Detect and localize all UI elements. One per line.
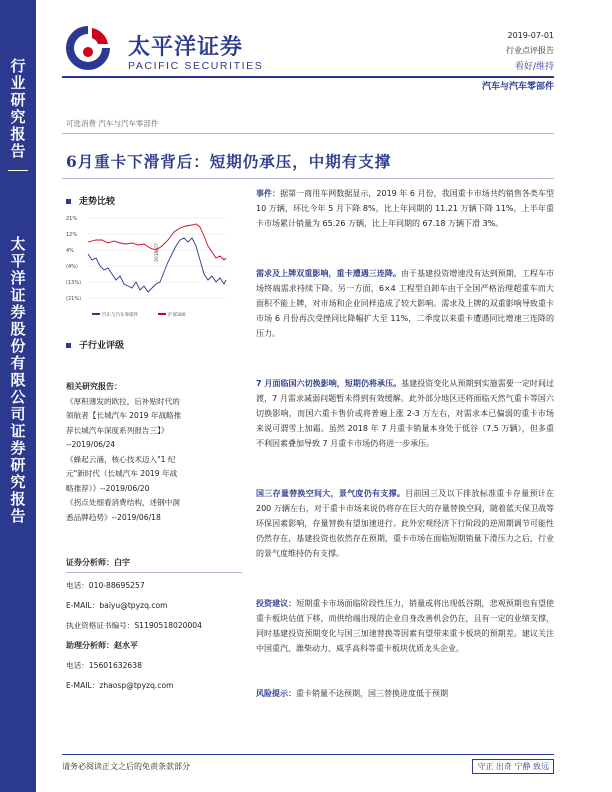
para-lead: 7 月面临国六切换影响，短期仍将承压。: [256, 379, 402, 388]
related-line: 荐长城汽车深度系列报告三】》: [66, 425, 169, 435]
legend-label: 汽车与汽车零部件: [102, 313, 138, 318]
para-demand: [256, 266, 554, 341]
para-lead: 国三存量替换空间大，景气度仍有支撑。: [256, 489, 406, 498]
related-reports: [66, 380, 236, 525]
section-bullet-icon: [66, 343, 71, 348]
logo-english-name: PACIFIC SECURITIES: [128, 60, 264, 72]
footer: [62, 754, 554, 777]
legend-swatch: [158, 313, 166, 315]
logo-emblem-icon: [62, 22, 114, 74]
para-text: 基建投资变化从预期到实施需要一定时间过渡，7 月需求减弱问题暂未得到有效缓解。此外部分地区还将面临天然气重卡等国六切换影响，而国六重卡售价或将普遍上涨 2-3 万左右，对需求本已偏弱的重卡市场来说可谓雪上加霜。虽然 2018 年 7 月重卡销量本身处于低谷（7.5 万辆），但多重不利因素叠加导致 7 月重卡市场仍将进一步承压。: [256, 379, 554, 448]
rating-label: 看好/维持: [514, 62, 554, 72]
para-lead: 事件：: [256, 189, 281, 198]
analyst-name: 证券分析师：白宇: [66, 558, 130, 567]
section-bullet-icon: [66, 199, 71, 204]
industry-label: 汽车与汽车零部件: [481, 82, 554, 92]
para-lead: 投资建议：: [256, 599, 297, 608]
related-line: 悉品牌趋势》--2019/06/18: [66, 512, 161, 522]
para-advice: [256, 596, 554, 656]
para-text: 据第一商用车网数据显示，2019 年 6 月份，我国重卡市场共约销售各类车型 10 万辆，环比今年 5 月下降 8%，比上年同期的 11.21 万辆下降 11%，上半年重卡市场累计销量为 65.26 万辆，比上年同期的 67.18 万辆下滑 3%。: [256, 189, 555, 228]
related-line: 《蜂起云涌，核心技术迈入"1 纪: [66, 454, 176, 464]
breadcrumb: 可选消费 汽车与汽车零部件: [66, 119, 159, 128]
company-logo: [62, 20, 322, 80]
trend-heading: 走势比较: [66, 194, 115, 207]
related-line: 《拐点处细看消费结构，述钢中洞: [66, 498, 180, 507]
related-heading: 相关研究报告：: [66, 382, 122, 391]
para-risk: [256, 686, 554, 701]
para-text: 短期重卡市场面临阶段性压力，销量或将出现低谷期，悲观预期也有望使重卡板块估值下移，而供给端出现的企业自身改善机会仍在，且有一定的业绩支撑，同时基建投资预期变化与国三加速替换等因素有望带来重卡板块的预期差。建议关注中国重汽、潍柴动力、威孚高科等重卡板块优质龙头企业。: [256, 599, 555, 653]
page-title: 6月重卡下滑背后：短期仍承压，中期有支撑: [66, 152, 392, 171]
analyst-info: [66, 556, 242, 696]
related-line: 领航者【长城汽车 2019 年战略推: [66, 411, 182, 420]
analyst-cert: 执业资格证书编号：S1190518020004: [66, 621, 202, 630]
header-meta: [440, 30, 554, 74]
related-line: 略推荐）》--2019/06/20: [66, 483, 150, 493]
y-tick-label: (21%): [66, 296, 82, 302]
title-rule: [62, 178, 554, 179]
assistant-name: 助理分析师：赵水平: [66, 641, 138, 650]
y-tick-label: 12%: [66, 232, 78, 238]
y-tick-label: 4%: [66, 248, 74, 254]
header-rule: [62, 76, 554, 78]
para-lead: 需求及上牌双重影响，重卡遭遇三连降。: [256, 269, 401, 278]
para-text: 目前国三及以下排放标准重卡存量预计在 200 万辆左右，对于重卡市场来说仍将存在巨大的存量替换空间，随着蓝天保卫战等环保因素影响，存量替换有望加速进行。此外宏观经济下行阶段的逆周期调节可能性仍然存在，基建投资也依然存在预期，重卡市场在面临短期销量下滑压力之后，行业的景气度维持仍有支撑。: [256, 489, 555, 558]
report-date: 2019-07-01: [507, 31, 554, 40]
footer-motto: 守正 出奇 宁静 致远: [472, 759, 554, 774]
analyst-rule: [66, 572, 242, 573]
legend-swatch: [92, 313, 100, 315]
para-replacement: [256, 486, 554, 561]
footer-disclaimer: 请务必阅读正文之后的免责条款部分: [62, 762, 190, 771]
related-line: 《厚积薄发的欧拉，后补贴时代的: [66, 396, 180, 406]
y-tick-label: (4%): [66, 264, 78, 270]
para-text: 由于基建投资增速没有达到预期，工程车市场终端需求持续下降。另一方面，6×4 工程型自卸车由于全国严格治理超重车而大面积不能上牌，对市场和企业同样造成了较大影响。需求及上牌的双重影响导致重卡市场 6 月份再次受挫同比降幅扩大至 11%，二季度以来重卡遭遇同比增速三连降的压力。: [256, 269, 554, 338]
legend-label: 沪深300: [168, 313, 186, 318]
logo-chinese-name: 太平洋证券: [128, 35, 244, 60]
sub-rating-heading: 子行业评级: [66, 338, 124, 351]
para-event: [256, 186, 554, 231]
assistant-phone: 电话：15601632638: [66, 661, 142, 670]
assistant-email[interactable]: E-MAIL：zhaosp@tpyzq.com: [66, 681, 174, 690]
sidebar-bottom-label: 太 平 洋 证 券 股 份 有 限 公 司 证 券 研 究 报 告: [10, 235, 26, 525]
trend-chart-svg: [62, 210, 232, 326]
related-line: --2019/06/24: [66, 440, 116, 449]
trend-chart: [62, 210, 232, 326]
left-sidebar: [0, 0, 36, 792]
sidebar-top-label: 行 业 研 究 报 告: [10, 57, 26, 160]
x-tick-label: 2018/07: [155, 243, 160, 262]
para-july: [256, 376, 554, 451]
analyst-email[interactable]: E-MAIL：baiyu@tpyzq.com: [66, 601, 168, 610]
breadcrumb-rule: [62, 133, 554, 134]
y-tick-label: (13%): [66, 280, 82, 286]
analyst-phone: 电话：010-88695257: [66, 581, 145, 590]
report-type: 行业点评报告: [506, 46, 554, 55]
para-text: 重卡销量不达预期，国三替换进度低于预期: [296, 689, 448, 698]
y-tick-label: 21%: [66, 216, 78, 222]
para-lead: 风险提示：: [256, 689, 296, 698]
sidebar-divider: [8, 170, 28, 171]
related-line: 元"新时代（长城汽车 2019 年战: [66, 469, 178, 478]
